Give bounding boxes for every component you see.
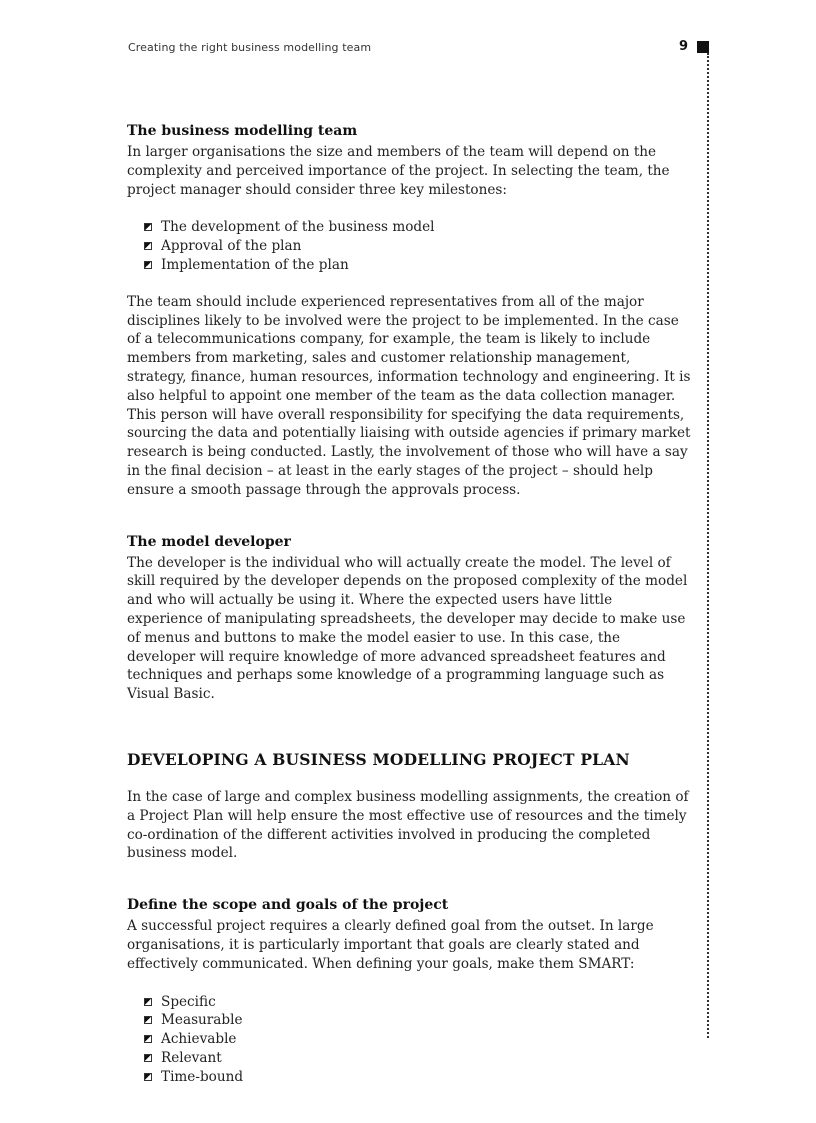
- developer-body-paragraph: The developer is the individual who will actually create the model. The level of skill required by the developer depends on the proposed complexity of the model and who will actually be using it. Where the expected users have little experience of manipulating spreadsheets, the developer may decide to make use of menus and buttons to make the model easier to use. In this case, the developer will require knowledge of more advanced spreadsheet features and techniques and perhaps some knowledge of a programming language such as Visual Basic.: [127, 554, 688, 703]
- list-item: [144, 1049, 692, 1068]
- list-item-text: The development of the business model: [161, 219, 435, 236]
- section-heading-project-plan: DEVELOPING A BUSINESS MODELLING PROJECT PLAN: [127, 749, 630, 769]
- bullet-icon: [144, 1054, 152, 1062]
- list-item: [144, 218, 692, 237]
- bullet-icon: [144, 261, 152, 269]
- list-item: [144, 993, 692, 1012]
- list-item-text: Approval of the plan: [161, 238, 302, 255]
- section-heading-team: The business modelling team: [127, 123, 358, 139]
- bullet-icon: [144, 242, 152, 250]
- page-content: [127, 121, 692, 1086]
- page-number: 9: [678, 39, 688, 54]
- page-corner-marker: [697, 41, 709, 53]
- scope-body-paragraph: A successful project requires a clearly defined goal from the outset. In large organisations, it is particularly important that goals are clearly stated and effectively communicated. When defining your goals, make them SMART:: [127, 918, 654, 972]
- running-header: Creating the right business modelling team: [128, 41, 372, 54]
- list-item-text: Achievable: [161, 1031, 237, 1048]
- plan-body-paragraph: In the case of large and complex business modelling assignments, the creation of a Project Plan will help ensure the most effective use of resources and the timely co-ordination of the different activities involved in producing the completed business model.: [127, 788, 689, 862]
- bullet-icon: [144, 1016, 152, 1024]
- list-item: [144, 1011, 692, 1030]
- list-item: [144, 1068, 692, 1087]
- list-item-text: Specific: [161, 993, 216, 1010]
- list-item: [144, 1030, 692, 1049]
- bullet-icon: [144, 998, 152, 1006]
- list-item: [144, 237, 692, 256]
- section-heading-scope: Define the scope and goals of the project: [127, 897, 449, 914]
- list-item-text: Measurable: [161, 1012, 243, 1029]
- bullet-icon: [144, 1035, 152, 1043]
- list-item: [144, 256, 692, 275]
- team-body-paragraph: The team should include experienced representatives from all of the major disciplines likely to be involved were the project to be implemented. In the case of a telecommunications company, for example, the team is likely to include members from marketing, sales and customer relationship management, strategy, finance, human resources, information technology and engineering. It is also helpful to appoint one member of the team as the data collection manager. This person will have overall responsibility for specifying the data requirements, sourcing the data and potentially liaising with outside agencies if primary market research is being conducted. Lastly, the involvement of those who will have a say in the final decision – at least in the early stages of the project – should help ensure a smooth passage through the approvals process.: [127, 293, 691, 498]
- smart-list: [127, 993, 692, 1087]
- team-intro-paragraph: In larger organisations the size and members of the team will depend on the complexity and perceived importance of the project. In selecting the team, the project manager should consider three key milestones:: [127, 144, 670, 198]
- list-item-text: Relevant: [161, 1049, 222, 1066]
- milestones-list: [127, 218, 692, 274]
- bullet-icon: [144, 223, 152, 231]
- section-heading-developer: The model developer: [127, 533, 291, 550]
- list-item-text: Implementation of the plan: [161, 256, 349, 273]
- dotted-edge-rule: [707, 53, 709, 1038]
- list-item-text: Time-bound: [161, 1068, 244, 1085]
- bullet-icon: [144, 1073, 152, 1081]
